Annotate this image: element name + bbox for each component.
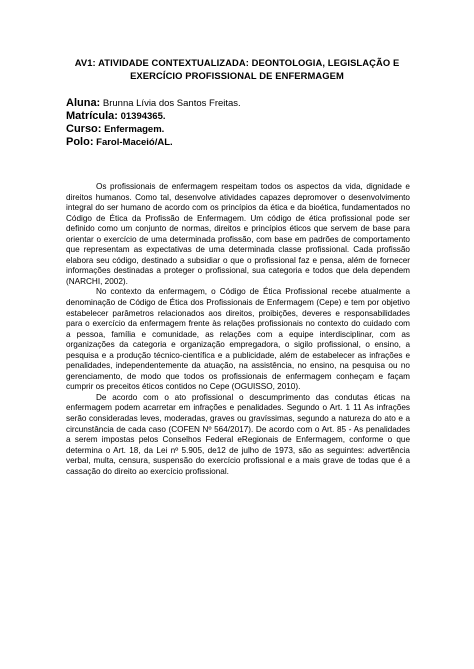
paragraph-3: De acordo com o ato profissional o descumprimento das condutas éticas na enfermagem podem acarretar em infrações e penalidades. Segundo o Art. 1 11 As infrações serão consideradas leves, moderadas, graves ou gravíssimas, segundo a natureza do ato e a circunstância de cada caso (COFEN Nº 564/2017). De acordo com o Art. 85 - As penalidades a serem impostas pelos Conselhos Federal eRegionais de Enfermagem, conforme o que determina o Art. 18, da Lei nº 5.905, de12 de julho de 1973, são as seguintes: advertência verbal, multa, censura, suspensão do exercício profissional e a mais grave de todas que é a cassação do direito ao exercício profissional. [66,392,410,476]
campus-label: Polo: [66,136,94,148]
paragraph-2: No contexto da enfermagem, o Código de Ética Profissional recebe atualmente a denominação de Código de Ética dos Profissionais de Enfermagem (Cepe) e tem por objetivo estabelecer parâmetros relacionados aos direitos, proibições, deveres e responsabilidades para o exercício da enfermagem frente às relações profissionais no contexto do cuidado com a pessoa, família e comunidade, as relações com a equipe interdisciplinar, com as organizações da categoria e organização empregadora, o sigilo profissional, o ensino, a pesquisa e a produção técnico-científica e a publicidade, além de estabelecer as infrações e penalidades, independentemente da atuação, na assistência, no ensino, na pesquisa ou no gerenciamento, de modo que todos os profissionais de enfermagem conheçam e façam cumprir os preceitos éticos contidos no Cepe (OGUISSO, 2010). [66,287,410,392]
campus-value: Farol-Maceió/AL. [93,137,173,148]
document-title [40,56,434,82]
course-row [66,123,426,136]
student-name-value: Brunna Lívia dos Santos Freitas. [100,98,241,109]
course-label: Curso: [66,123,102,135]
registration-row [66,110,426,123]
campus-row [66,136,426,149]
course-value: Enfermagem. [101,124,165,135]
document-body [66,182,410,477]
registration-label: Matrícula: [66,110,118,122]
title-line-1: AV1: ATIVIDADE CONTEXTUALIZADA: DEONTOLOGIA, LEGISLAÇÃO E [74,57,400,68]
student-name-label: Aluna: [66,97,101,109]
title-line-2: EXERCÍCIO PROFISSIONAL DE ENFERMAGEM [130,70,344,81]
paragraph-1: Os profissionais de enfermagem respeitam todos os aspectos da vida, dignidade e direitos humanos. Como tal, desenvolve atividades capazes depromover o desenvolvimento integral do ser humano de acordo com os princípios da ética e da bioética, fundamentados no Código de Ética da Profissão de Enfermagem. Um código de ética profissional pode ser definido como um conjunto de normas, direitos e princípios éticos que servem de base para orientar o exercício de uma determinada profissão, com base em padrões de comportamento que representam as expectativas de uma determinada classe profissional. Cada profissão elabora seu código, destinado a subsidiar o que o profissional faz e pensa, além de fornecer informações destinadas a proteger o profissional, sua categoria e todos que dela dependem (NARCHI, 2002). [66,182,410,286]
registration-value: 01394365. [117,111,166,122]
student-info [66,97,426,149]
student-name-row [66,97,426,110]
